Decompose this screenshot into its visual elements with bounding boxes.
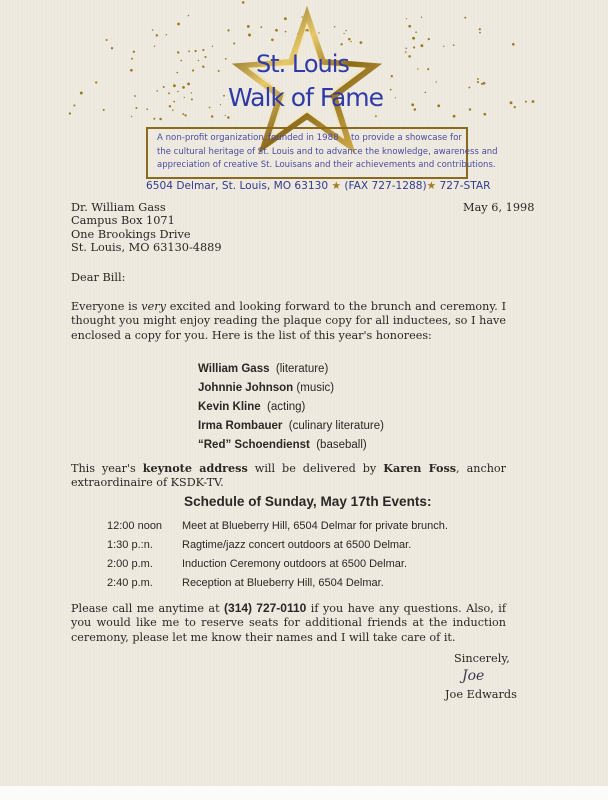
text: This year's <box>71 462 143 475</box>
schedule-row <box>107 577 153 589</box>
sparkle-dot <box>204 56 206 58</box>
sparkle-dot <box>177 51 179 53</box>
event-description: Meet at Blueberry Hill, 6504 Delmar for private brunch. <box>182 520 448 532</box>
sparkle-dot <box>275 29 278 32</box>
sparkle-dot <box>198 60 199 61</box>
sparkle-dot <box>318 32 319 33</box>
schedule-title: Schedule of Sunday, May 17th Events: <box>184 494 432 509</box>
sparkle-dot <box>510 101 513 104</box>
sparkle-dot <box>95 81 97 83</box>
sparkle-dot <box>343 33 344 34</box>
sparkle-dot <box>191 92 192 93</box>
sparkle-dot <box>427 68 429 70</box>
sparkle-dot <box>169 105 171 107</box>
paragraph-keynote <box>71 461 506 491</box>
honoree-name: Johnnie Johnson <box>198 382 294 394</box>
salutation: Dear Bill: <box>71 271 126 284</box>
sparkle-dot <box>284 17 287 20</box>
sparkle-dot <box>532 100 535 103</box>
sparkle-dot <box>424 92 426 94</box>
sparkle-dot <box>187 82 190 85</box>
sparkle-dot <box>350 41 351 42</box>
sparkle-dot <box>176 72 178 74</box>
sparkle-dot <box>209 107 211 109</box>
sparkle-dot <box>188 15 189 16</box>
honoree-field: (baseball) <box>316 439 367 451</box>
recipient-address <box>71 201 222 255</box>
honoree-name: William Gass <box>198 363 270 375</box>
sparkle-dot <box>345 30 346 31</box>
schedule-row <box>182 520 448 532</box>
sparkle-dot <box>168 92 170 94</box>
sparkle-dot <box>483 82 486 85</box>
text: Please call me anytime at <box>71 602 225 615</box>
sparkle-dot <box>184 114 186 116</box>
closing: Sincerely, <box>454 652 510 665</box>
sparkle-dot <box>225 115 226 116</box>
sparkle-dot <box>130 69 133 72</box>
sparkle-dot <box>469 108 471 110</box>
letterhead-address <box>146 180 491 192</box>
schedule-row <box>182 577 384 589</box>
sparkle-dot <box>390 89 392 91</box>
sparkle-dot <box>334 26 336 28</box>
sparkle-dot <box>525 101 527 103</box>
schedule-row <box>107 539 153 551</box>
sparkle-dot <box>413 46 415 48</box>
sparkle-dot <box>464 17 466 19</box>
schedule-row <box>107 558 153 570</box>
sparkle-dot <box>483 113 486 116</box>
sparkle-dot <box>152 29 154 31</box>
sparkle-dot <box>405 51 407 53</box>
sparkle-dot <box>260 26 262 28</box>
event-time: 1:30 p.:n. <box>107 539 153 551</box>
event-time: 2:00 p.m. <box>107 558 153 570</box>
paragraph-intro <box>71 300 506 343</box>
sparkle-dot <box>428 38 430 40</box>
sparkle-dot <box>405 47 407 49</box>
recipient-line: Campus Box 1071 <box>71 214 175 228</box>
signature: Joe <box>462 668 485 684</box>
recipient-line: One Brookings Drive <box>71 227 191 241</box>
sparkle-dot <box>417 68 418 69</box>
sparkle-dot <box>443 46 444 47</box>
sparkle-dot <box>173 84 176 87</box>
honoree-name: Kevin Kline <box>198 401 261 413</box>
sparkle-dot <box>227 116 230 119</box>
sparkle-dot <box>375 115 377 117</box>
sparkle-dot <box>159 118 162 121</box>
sparkle-dot <box>166 34 167 35</box>
sparkle-dot <box>202 65 204 67</box>
sparkle-dot <box>194 50 196 52</box>
sparkle-dot <box>512 43 515 46</box>
sparkle-dot <box>177 23 180 26</box>
sparkle-dot <box>172 109 174 111</box>
sparkle-dot <box>173 101 175 103</box>
honoree-item <box>198 439 367 451</box>
sparkle-dot <box>191 98 193 100</box>
sparkle-dot <box>340 43 342 45</box>
sparkle-dot <box>163 86 165 88</box>
sparkle-dot <box>242 1 245 4</box>
paragraph-contact <box>71 601 506 645</box>
sparkle-dot <box>437 104 440 107</box>
sparkle-dot <box>406 18 407 19</box>
schedule-row <box>107 520 162 532</box>
sparkle-dot <box>153 118 155 120</box>
honoree-item <box>198 420 384 432</box>
text: if you have any questions. Also, if you would like me to reserve seats for additional friends at the induction ceremony, please let me know their names and I will take care of it. <box>71 602 506 644</box>
sparkle-dot <box>103 109 105 111</box>
text: , anchor extraordinaire of KSDK-TV. <box>71 462 507 490</box>
emphasis: very <box>141 300 166 313</box>
star-icon: ★ <box>426 180 437 192</box>
sparkle-dot <box>131 116 132 117</box>
sparkle-dot <box>146 108 148 110</box>
mission-line-1b: founded in 1988 <box>268 133 339 143</box>
sparkle-dot <box>514 106 516 108</box>
honoree-name: “Red” Schoendienst <box>198 439 310 451</box>
phone-number: 727-STAR <box>439 180 491 192</box>
sparkle-dot <box>134 95 136 97</box>
sparkle-dot <box>154 46 155 47</box>
recipient-line: St. Louis, MO 63130-4889 <box>71 241 222 255</box>
sparkle-dot <box>220 104 221 105</box>
sparkle-dot <box>477 81 479 83</box>
event-description: Reception at Blueberry Hill, 6504 Delmar. <box>182 577 384 589</box>
sparkle-dot <box>156 34 158 36</box>
sparkle-dot <box>302 16 303 17</box>
mission-line-3: appreciation of creative St. Louisans and their achievements and contributions. <box>157 160 496 170</box>
honoree-field: (acting) <box>267 401 306 413</box>
sparkle-dot <box>182 113 184 115</box>
speaker-name: Karen Foss <box>383 461 457 475</box>
honoree-field: (culinary literature) <box>288 420 384 432</box>
sparkle-dot <box>421 17 422 18</box>
event-time: 2:40 p.m. <box>107 577 153 589</box>
sparkle-dot <box>223 95 225 97</box>
mission-line-2: the cultural heritage of St. Louis and to advance the knowledge, awareness and <box>157 147 498 157</box>
mission-line-1a: A non-profit organization, <box>157 133 267 143</box>
honoree-item <box>198 363 328 375</box>
honoree-field: (music) <box>296 382 335 394</box>
sparkle-dot <box>420 44 423 47</box>
sparkle-dot <box>479 28 481 30</box>
signer-name: Joe Edwards <box>445 688 517 701</box>
sparkle-dot <box>414 108 417 111</box>
logo-line-1: St. Louis <box>256 50 349 78</box>
sparkle-dot <box>192 69 194 71</box>
sparkle-dot <box>111 47 113 49</box>
star-icon: ★ <box>331 180 341 192</box>
event-description: Ragtime/jazz concert outdoors at 6500 Delmar. <box>182 539 412 551</box>
text: excited and looking forward to the brunch and ceremony. I thought you might enjoy reading the plaque copy for all inductees, so I have enclosed a copy for you. Here is the list of this year's honorees: <box>71 300 506 342</box>
honoree-field: (literature) <box>275 363 329 375</box>
letter-date: May 6, 1998 <box>463 201 535 214</box>
sparkle-dot <box>360 41 363 44</box>
sparkle-dot <box>156 90 158 92</box>
sparkle-dot <box>184 97 185 98</box>
sparkle-dot <box>468 86 470 88</box>
logo-line-2: Walk of Fame <box>228 83 383 112</box>
sparkle-dot <box>106 39 108 41</box>
sparkle-dot <box>408 55 411 58</box>
sparkle-dot <box>73 104 75 106</box>
sparkle-dot <box>131 58 133 60</box>
honoree-item <box>198 382 334 394</box>
sparkle-dot <box>182 86 185 89</box>
sparkle-dot <box>233 42 235 44</box>
sparkle-dot <box>177 91 179 93</box>
schedule-row <box>182 539 411 551</box>
sparkle-dot <box>69 112 71 114</box>
sparkle-dot <box>391 75 393 77</box>
text: Everyone is <box>71 300 142 313</box>
sparkle-dot <box>218 70 220 72</box>
text: will be delivered by <box>247 462 384 475</box>
sparkle-dot <box>411 103 414 106</box>
sparkle-dot <box>412 37 415 40</box>
sparkle-dot <box>188 50 190 52</box>
recipient-line: Dr. William Gass <box>71 201 166 214</box>
keynote-emphasis: keynote address <box>142 461 248 475</box>
sparkle-dot <box>415 31 417 33</box>
event-description: Induction Ceremony outdoors at 6500 Delmar. <box>182 558 408 570</box>
sparkle-dot <box>212 46 213 47</box>
sparkle-dot <box>211 115 213 117</box>
fax-number: (FAX 727-1288) <box>344 180 427 192</box>
sparkle-dot <box>348 38 351 41</box>
sparkle-dot <box>395 97 396 98</box>
sparkle-dot <box>271 38 274 41</box>
honoree-name: Irma Rombauer <box>198 420 283 432</box>
sparkle-dot <box>248 34 251 37</box>
sparkle-dot <box>202 49 204 51</box>
sparkle-dot <box>436 81 437 82</box>
sparkle-dot <box>133 51 135 53</box>
sparkle-dot <box>285 31 287 33</box>
contact-phone: (314) 727-0110 <box>224 601 307 615</box>
sparkle-dot <box>479 32 481 34</box>
sparkle-dot <box>80 92 83 95</box>
sparkle-dot <box>408 25 411 28</box>
event-time: 12:00 noon <box>107 520 163 532</box>
sparkle-dot <box>453 115 456 118</box>
honoree-item <box>198 401 305 413</box>
sparkle-dot <box>225 58 227 60</box>
sparkle-dot <box>227 29 229 31</box>
street-address: 6504 Delmar, St. Louis, MO 63130 <box>146 180 329 192</box>
sparkle-dot <box>477 78 479 80</box>
sparkle-dot <box>180 60 182 62</box>
sparkle-dot <box>135 107 137 109</box>
schedule-row <box>182 558 407 570</box>
mission-line-1c: to provide a showcase for <box>351 133 462 143</box>
sparkle-dot <box>453 44 455 46</box>
sparkle-dot <box>247 25 250 28</box>
